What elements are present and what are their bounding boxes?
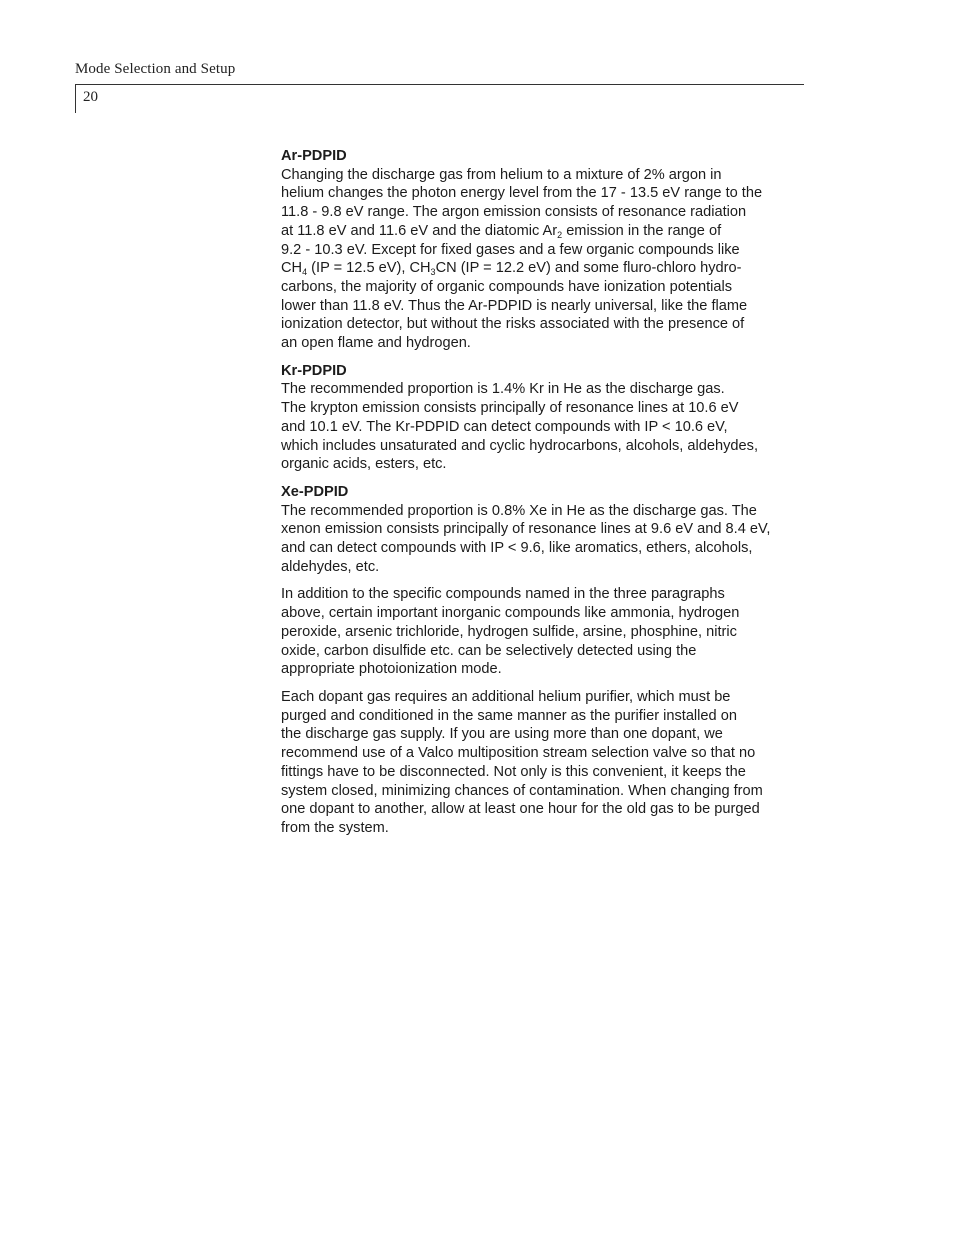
text-line: 11.8 - 9.8 eV range. The argon emission consists of resonance radiation <box>281 204 747 221</box>
text-line: which includes unsaturated and cyclic hydrocarbons, alcohols, aldehydes, <box>281 437 759 454</box>
header-rule <box>75 84 804 85</box>
text-line: xenon emission consists principally of resonance lines at 9.6 eV and 8.4 eV, <box>281 521 771 538</box>
text-line: ionization detector, but without the risks associated with the presence of <box>281 316 745 333</box>
text-run: at 11.8 eV and 11.6 eV and the diatomic Ar <box>281 222 558 239</box>
text-line: The recommended proportion is 0.8% Xe in He as the discharge gas. The <box>281 502 757 519</box>
section-kr-pdpid <box>281 362 806 474</box>
text-line: Changing the discharge gas from helium to a mixture of 2% argon in <box>281 166 722 183</box>
running-head-title: Mode Selection and Setup <box>75 61 236 77</box>
section-xe-pdpid <box>281 483 806 577</box>
subscript: 4 <box>302 267 308 278</box>
text-line: Each dopant gas requires an additional helium purifier, which must be <box>281 688 731 705</box>
text-line: recommend use of a Valco multiposition stream selection valve so that no <box>281 745 756 762</box>
text-line: lower than 11.8 eV. Thus the Ar-PDPID is nearly universal, like the flame <box>281 297 748 314</box>
text-line: fittings have to be disconnected. Not only is this convenient, it keeps the <box>281 763 746 780</box>
text-line: In addition to the specific compounds named in the three paragraphs <box>281 586 725 603</box>
text-line: oxide, carbon disulfide etc. can be selectively detected using the <box>281 642 697 659</box>
section-heading: Xe-PDPID <box>281 483 349 500</box>
text-line: organic acids, esters, etc. <box>281 456 447 473</box>
text-line: The recommended proportion is 1.4% Kr in He as the discharge gas. <box>281 381 725 398</box>
paragraph-dopant-gas <box>281 688 806 838</box>
text-line: from the system. <box>281 819 389 836</box>
text-line: carbons, the majority of organic compounds have ionization potentials <box>281 278 733 295</box>
text-line: peroxide, arsenic trichloride, hydrogen sulfide, arsine, phosphine, nitric <box>281 623 737 640</box>
page-number: 20 <box>83 89 98 105</box>
text-line <box>281 259 806 278</box>
text-run: emission in the range of <box>562 222 722 239</box>
text-line: above, certain important inorganic compounds like ammonia, hydrogen <box>281 605 740 622</box>
subscript: 2 <box>557 229 563 240</box>
text-line: The krypton emission consists principally of resonance lines at 10.6 eV <box>281 400 739 417</box>
section-ar-pdpid <box>281 147 806 353</box>
text-line: helium changes the photon energy level from the 17 - 13.5 eV range to the <box>281 185 763 202</box>
text-run: CH <box>281 260 303 277</box>
text-line: system closed, minimizing chances of contamination. When changing from <box>281 782 763 799</box>
text-line: 9.2 - 10.3 eV. Except for fixed gases and a few organic compounds like <box>281 241 740 258</box>
text-run: (IP = 12.5 eV), CH <box>307 260 431 277</box>
subscript: 3 <box>430 267 436 278</box>
text-line: aldehydes, etc. <box>281 558 380 575</box>
section-heading: Ar-PDPID <box>281 148 347 164</box>
text-line <box>281 222 806 241</box>
text-line: and can detect compounds with IP < 9.6, like aromatics, ethers, alcohols, <box>281 540 753 557</box>
text-line: one dopant to another, allow at least one hour for the old gas to be purged <box>281 801 760 818</box>
section-heading: Kr-PDPID <box>281 362 347 379</box>
body-text <box>281 147 806 847</box>
text-run: CN (IP = 12.2 eV) and some fluro-chloro hydro- <box>435 260 742 277</box>
paragraph-inorganic-compounds <box>281 585 806 679</box>
text-line: an open flame and hydrogen. <box>281 335 471 352</box>
text-line: the discharge gas supply. If you are using more than one dopant, we <box>281 726 723 743</box>
text-line: and 10.1 eV. The Kr-PDPID can detect compounds with IP < 10.6 eV, <box>281 418 728 435</box>
text-line: purged and conditioned in the same manner as the purifier installed on <box>281 707 737 724</box>
page-number-rule <box>75 84 76 113</box>
text-line: appropriate photoionization mode. <box>281 661 502 678</box>
